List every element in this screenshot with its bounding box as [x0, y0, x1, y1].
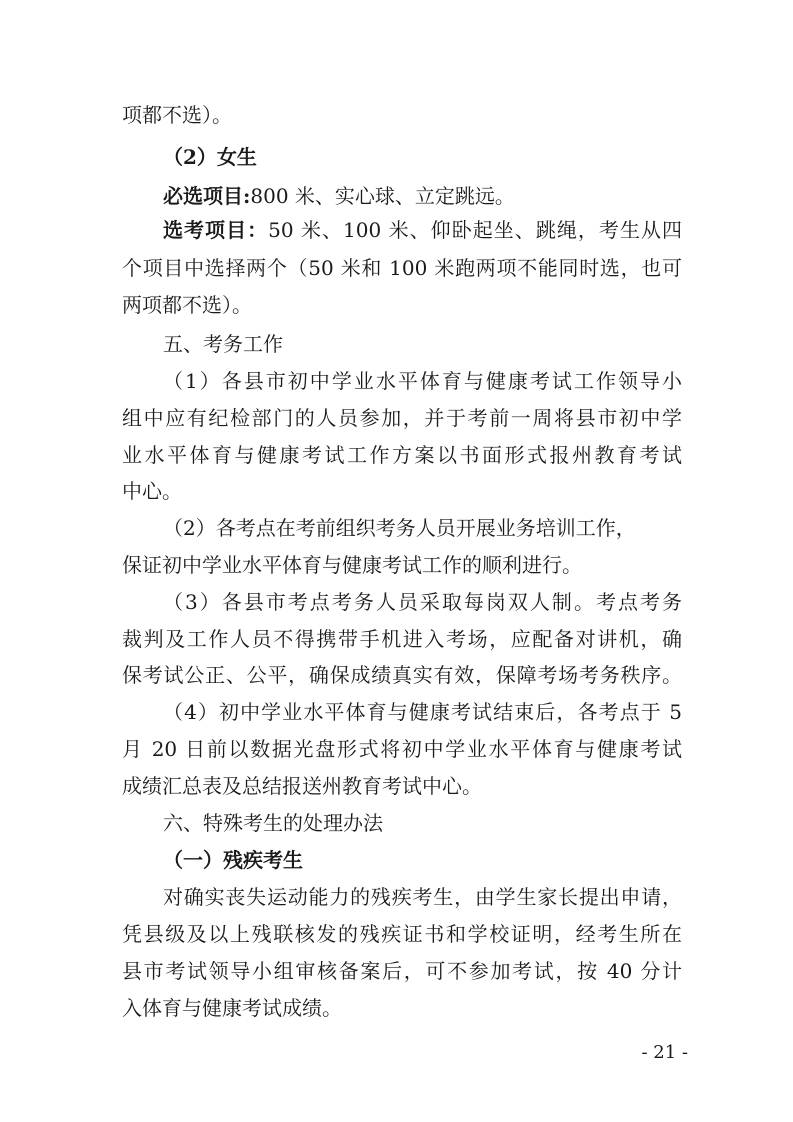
optional-items-line-1 — [163, 218, 682, 242]
paragraph-1-line-4: 中心。 — [122, 479, 182, 503]
paragraph-5-line-3: 县市考试领导小组审核备案后，可不参加考试，按 40 分计 — [122, 959, 682, 983]
paragraph-1-line-3: 业水平体育与健康考试工作方案以书面形式报州教育考试 — [122, 443, 682, 467]
paragraph-2-line-1: （2）各考点在考前组织考务人员开展业务培训工作， — [163, 516, 636, 540]
paragraph-1-line-1: （1）各县市初中学业水平体育与健康考试工作领导小 — [163, 369, 682, 393]
required-items-label: 必选项目: — [163, 184, 251, 208]
paragraph-4-line-3: 成绩汇总表及总结报送州教育考试中心。 — [122, 774, 482, 798]
paragraph-5-line-2: 凭县级及以上残联核发的残疾证书和学校证明，经考生所在 — [122, 922, 682, 946]
paragraph-continuation: 项都不选）。 — [122, 103, 232, 127]
paragraph-3-line-3: 保考试公正、公平，确保成绩真实有效，保障考场考务秩序。 — [122, 663, 682, 687]
required-items-line — [163, 184, 682, 208]
section-heading-5: 五、考务工作 — [163, 332, 283, 356]
paragraph-5-line-4: 入体育与健康考试成绩。 — [122, 996, 342, 1020]
paragraph-4-line-1: （4）初中学业水平体育与健康考试结束后，各考点于 5 — [163, 700, 682, 724]
paragraph-3-line-2: 裁判及工作人员不得携带手机进入考场，应配备对讲机，确 — [122, 627, 682, 651]
subheading-disabled-students: （一）残疾考生 — [163, 848, 303, 872]
optional-items-label: 选考项目： — [163, 218, 269, 242]
optional-items-line-2: 个项目中选择两个（50 米和 100 米跑两项不能同时选，也可 — [122, 256, 682, 280]
paragraph-3-line-1: （3）各县市考点考务人员采取每岗双人制。考点考务 — [163, 590, 682, 614]
paragraph-4-line-2: 月 20 日前以数据光盘形式将初中学业水平体育与健康考试 — [122, 737, 682, 761]
page-number: - 21 - — [641, 1042, 688, 1063]
section-heading-6: 六、特殊考生的处理办法 — [163, 811, 383, 835]
paragraph-1-line-2: 组中应有纪检部门的人员参加，并于考前一周将县市初中学 — [122, 406, 682, 430]
paragraph-5-line-1: 对确实丧失运动能力的残疾考生，由学生家长提出申请， — [163, 885, 682, 909]
optional-items-text: 50 米、100 米、仰卧起坐、跳绳，考生从四 — [268, 218, 683, 242]
subheading-female: （2）女生 — [163, 145, 257, 169]
optional-items-line-3: 两项都不选）。 — [122, 293, 252, 317]
required-items-text: 800 米、实心球、立定跳远。 — [250, 184, 515, 208]
paragraph-2-line-2: 保证初中学业水平体育与健康考试工作的顺利进行。 — [122, 553, 582, 577]
